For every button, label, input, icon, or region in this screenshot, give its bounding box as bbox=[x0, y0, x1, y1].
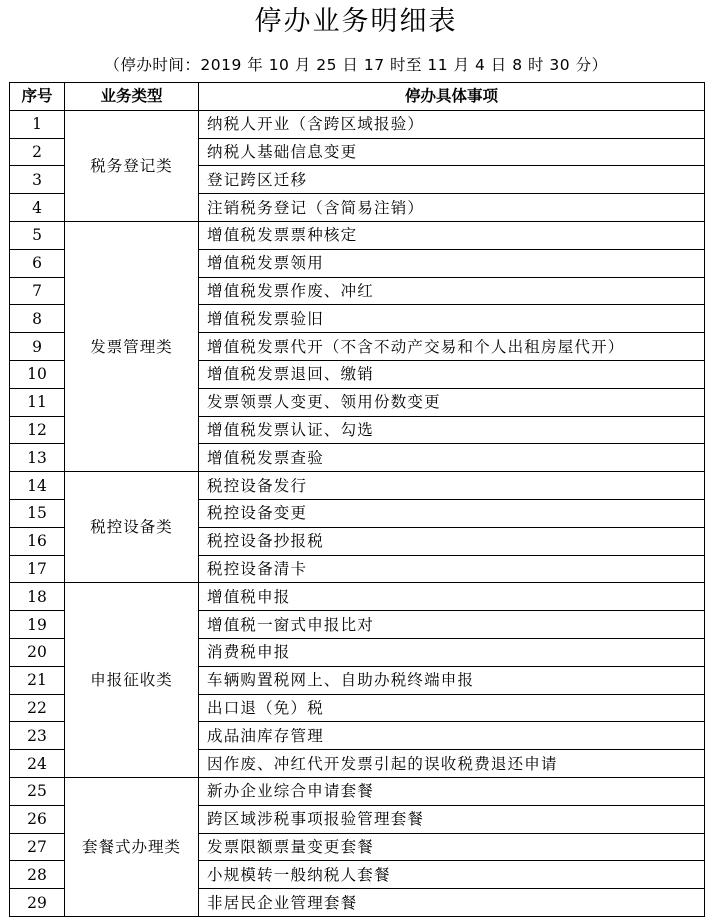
item-cell: 发票限额票量变更套餐 bbox=[199, 833, 705, 861]
row-number: 10 bbox=[10, 360, 65, 388]
item-cell: 发票领票人变更、领用份数变更 bbox=[199, 388, 705, 416]
item-cell: 注销税务登记（含简易注销） bbox=[199, 194, 705, 222]
item-cell: 增值税发票代开（不含不动产交易和个人出租房屋代开） bbox=[199, 333, 705, 361]
item-cell: 增值税发票查验 bbox=[199, 444, 705, 472]
row-number: 26 bbox=[10, 805, 65, 833]
item-cell: 小规模转一般纳税人套餐 bbox=[199, 861, 705, 889]
suspension-period: （停办时间：2019 年 10 月 25 日 17 时至 11 月 4 日 8 时 30 分） bbox=[104, 56, 608, 74]
row-number: 4 bbox=[10, 194, 65, 222]
item-cell: 跨区域涉税事项报验管理套餐 bbox=[199, 805, 705, 833]
table-row bbox=[10, 583, 705, 611]
item-cell: 纳税人基础信息变更 bbox=[199, 138, 705, 166]
page-title: 停办业务明细表 bbox=[254, 6, 458, 37]
row-number: 25 bbox=[10, 777, 65, 805]
item-cell: 车辆购置税网上、自助办税终端申报 bbox=[199, 666, 705, 694]
item-cell: 增值税发票认证、勾选 bbox=[199, 416, 705, 444]
item-cell: 纳税人开业（含跨区域报验） bbox=[199, 110, 705, 138]
item-cell: 出口退（免）税 bbox=[199, 694, 705, 722]
row-number: 15 bbox=[10, 499, 65, 527]
table-row bbox=[10, 777, 705, 805]
row-number: 3 bbox=[10, 166, 65, 194]
table-row bbox=[10, 221, 705, 249]
category-cell: 发票管理类 bbox=[65, 221, 199, 471]
row-number: 28 bbox=[10, 861, 65, 889]
item-cell: 税控设备变更 bbox=[199, 499, 705, 527]
header-item: 停办具体事项 bbox=[199, 83, 705, 111]
item-cell: 增值税发票领用 bbox=[199, 249, 705, 277]
row-number: 8 bbox=[10, 305, 65, 333]
row-number: 13 bbox=[10, 444, 65, 472]
item-cell: 税控设备发行 bbox=[199, 472, 705, 500]
row-number: 9 bbox=[10, 333, 65, 361]
category-cell: 税务登记类 bbox=[65, 110, 199, 221]
row-number: 2 bbox=[10, 138, 65, 166]
item-cell: 增值税发票退回、缴销 bbox=[199, 360, 705, 388]
item-cell: 消费税申报 bbox=[199, 638, 705, 666]
item-cell: 增值税一窗式申报比对 bbox=[199, 611, 705, 639]
row-number: 29 bbox=[10, 889, 65, 917]
row-number: 16 bbox=[10, 527, 65, 555]
row-number: 20 bbox=[10, 638, 65, 666]
item-cell: 因作废、冲红代开发票引起的误收税费退还申请 bbox=[199, 750, 705, 778]
category-cell: 套餐式办理类 bbox=[65, 777, 199, 916]
header-no: 序号 bbox=[10, 83, 65, 111]
item-cell: 增值税发票票种核定 bbox=[199, 221, 705, 249]
item-cell: 增值税发票作废、冲红 bbox=[199, 277, 705, 305]
row-number: 1 bbox=[10, 110, 65, 138]
header-category: 业务类型 bbox=[65, 83, 199, 111]
row-number: 6 bbox=[10, 249, 65, 277]
item-cell: 成品油库存管理 bbox=[199, 722, 705, 750]
row-number: 19 bbox=[10, 611, 65, 639]
item-cell: 增值税发票验旧 bbox=[199, 305, 705, 333]
row-number: 14 bbox=[10, 472, 65, 500]
item-cell: 税控设备清卡 bbox=[199, 555, 705, 583]
row-number: 23 bbox=[10, 722, 65, 750]
row-number: 24 bbox=[10, 750, 65, 778]
row-number: 12 bbox=[10, 416, 65, 444]
item-cell: 非居民企业管理套餐 bbox=[199, 889, 705, 917]
item-cell: 登记跨区迁移 bbox=[199, 166, 705, 194]
row-number: 27 bbox=[10, 833, 65, 861]
table-body bbox=[10, 110, 705, 916]
row-number: 17 bbox=[10, 555, 65, 583]
row-number: 18 bbox=[10, 583, 65, 611]
row-number: 7 bbox=[10, 277, 65, 305]
table-row bbox=[10, 472, 705, 500]
table-header-row bbox=[10, 83, 705, 111]
item-cell: 增值税申报 bbox=[199, 583, 705, 611]
suspended-business-table bbox=[9, 82, 705, 917]
item-cell: 税控设备抄报税 bbox=[199, 527, 705, 555]
row-number: 5 bbox=[10, 221, 65, 249]
category-cell: 税控设备类 bbox=[65, 472, 199, 583]
category-cell: 申报征收类 bbox=[65, 583, 199, 778]
row-number: 21 bbox=[10, 666, 65, 694]
row-number: 22 bbox=[10, 694, 65, 722]
table-row bbox=[10, 110, 705, 138]
item-cell: 新办企业综合申请套餐 bbox=[199, 777, 705, 805]
row-number: 11 bbox=[10, 388, 65, 416]
